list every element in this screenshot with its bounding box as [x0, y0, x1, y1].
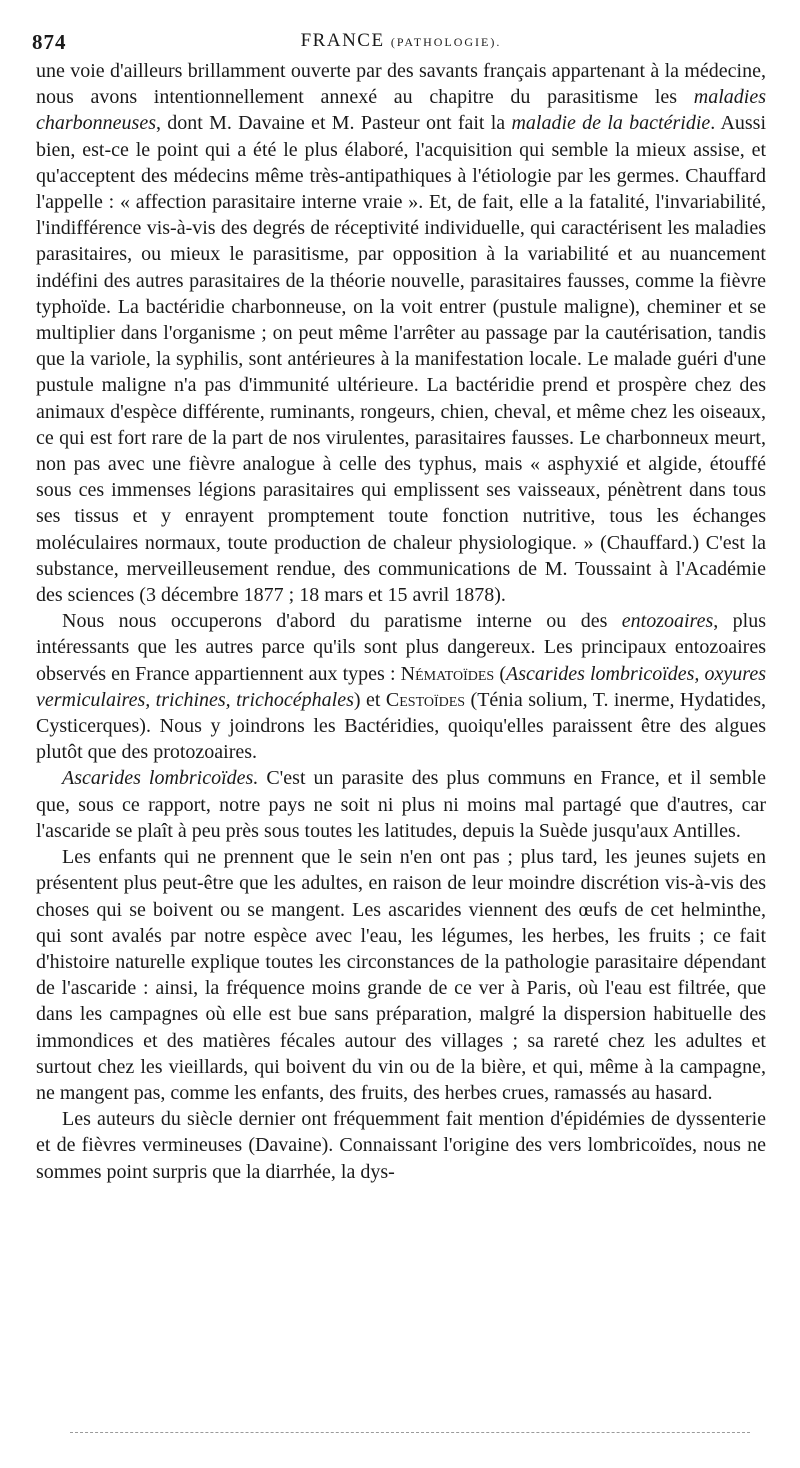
text-run: . Aussi bien, est-ce le point qui a été le plus élaboré, l'acquisition qui semble la mieux assise, et qu'acceptent des médecins même très-antipathiques à l'étiologie par les germes. Chauffard l'appelle : « affection parasitaire interne vraie ». Et, de fait, elle a la fatalité, l'invariabilité, l'indifférence vis-à-vis des degrés de réceptivité individuelle, qui caractérisent les maladies parasitaires, ou mieux le parasitisme, par opposition à la variabilité et au nuancement indéfini des autres parasitaires de la théorie nouvelle, parasitaires fausses, comme la fièvre typhoïde. La bactéridie charbonneuse, on la voit entrer (pustule maligne), cheminer et se multiplier dans l'organisme ; on peut même l'arrêter au passage par la cautérisation, tandis que la variole, la syphilis, sont antérieures à la manifestation locale. Le malade guéri d'une pustule maligne n'a pas d'immunité ultérieure. La bactéridie prend et prospère chez des animaux d'espèce différente, ruminants, rongeurs, chien, cheval, et même chez les oiseaux, ce qui est fort rare de la part de nos virulentes, parasitaires fausses. Le charbonneux meurt, non pas avec une fièvre analogue à celle des typhus, mais « asphyxié et algide, étouffé sous ces immenses légions parasitaires qui emplissent ses vaisseaux, pénètrent dans tous ses tissus et y enrayent promptement toute fonction nutritive, tous les échanges moléculaires normaux, toute production de chaleur physiologique. » (Chauffard.) C'est la substance, merveilleusement rendue, des communications de M. Toussaint à l'Académie des sciences (3 décembre 1877 ; 18 mars et 15 avril 1878). — [36, 112, 767, 607]
text-run: (Ténia solium, T. inerme, Hydatides, Cysticerques). Nous y joindrons les Bactéridies, quoiqu'elles paraissent être des algues plutôt que des protozoaires. — [36, 688, 767, 764]
italic-text: Ascarides lombricoïdes. — [62, 767, 259, 790]
running-head-subtitle: (PATHOLOGIE). — [390, 35, 502, 49]
text-run: ) et — [353, 688, 386, 711]
text-run: Les auteurs du siècle dernier ont fréquemment fait mention d'épidémies de dyssenterie et de fièvres vermineuses (Davaine). Connaissant l'origine des vers lombricoïdes, nous ne sommes point surpris que la diarrhée, la dys- — [36, 1108, 766, 1183]
paragraph — [36, 58, 766, 608]
paragraph — [36, 1106, 766, 1185]
running-head — [36, 30, 766, 52]
page-number: 874 — [32, 30, 67, 54]
text-run: Nous nous occuperons d'abord du paratisme interne ou des — [62, 610, 622, 633]
italic-text: entozoaires — [621, 610, 714, 633]
running-head-title: FRANCE — [300, 30, 385, 51]
paragraph — [36, 844, 766, 1106]
italic-text: maladies charbonneuses — [36, 86, 766, 135]
paragraph — [36, 765, 766, 844]
book-page — [32, 0, 767, 1468]
italic-text: maladie de la bactéridie — [511, 112, 711, 135]
small-caps-term: Nématoïdes — [400, 662, 495, 685]
text-run: ( — [494, 662, 506, 685]
text-run: une voie d'ailleurs brillamment ouverte par des savants français appartenant à la médecine, nous avons intentionnellement annexé au chapitre du parasitisme les — [36, 60, 766, 109]
small-caps-term: Cestoïdes — [385, 688, 466, 711]
page-header — [32, 0, 766, 58]
text-run: C'est un parasite des plus communs en France, et il semble que, sous ce rapport, notre pays ne soit ni plus ni moins mal partagé que d'autres, car l'ascaride se plaît à peu près sous toutes les latitudes, depuis la Suède jusqu'aux Antilles. — [36, 767, 767, 842]
footer-divider — [70, 1432, 750, 1433]
body-text — [36, 58, 766, 1185]
text-run: Les enfants qui ne prennent que le sein n'en ont pas ; plus tard, les jeunes sujets en présentent plus peut-être que les adultes, en raison de leur moindre discrétion vis-à-vis des choses qui se boivent ou se mangent. Les ascarides viennent des œufs de cet helminthe, qui sont avalés par notre espèce avec l'eau, les légumes, les herbes, les fruits ; ce fait d'histoire naturelle explique toutes les circonstances de la pathologie parasitaire dépendant de l'ascaride : ainsi, la fréquence moins grande de ce ver à Paris, où l'eau est filtrée, que dans les campagnes où elle est bue sans préparation, malgré la dispersion habituelle des immondices et des matières fécales autour des villages ; sa rareté chez les adultes et surtout chez les vieillards, qui boivent du vin ou de la bière, et qui, même à la campagne, ne mangent pas, comme les enfants, des fruits, des herbes crues, ramassés au hasard. — [36, 846, 766, 1104]
paragraph — [36, 608, 766, 765]
text-run: , plus intéressants que les autres parce qu'ils sont plus dangereux. Les principaux entozoaires observés en France appartiennent aux types : — [36, 610, 767, 685]
italic-text: Ascarides lombricoïdes, oxyures vermiculaires, trichines, trichocéphales — [36, 662, 767, 711]
text-run: , dont M. Davaine et M. Pasteur ont fait la — [155, 112, 512, 135]
